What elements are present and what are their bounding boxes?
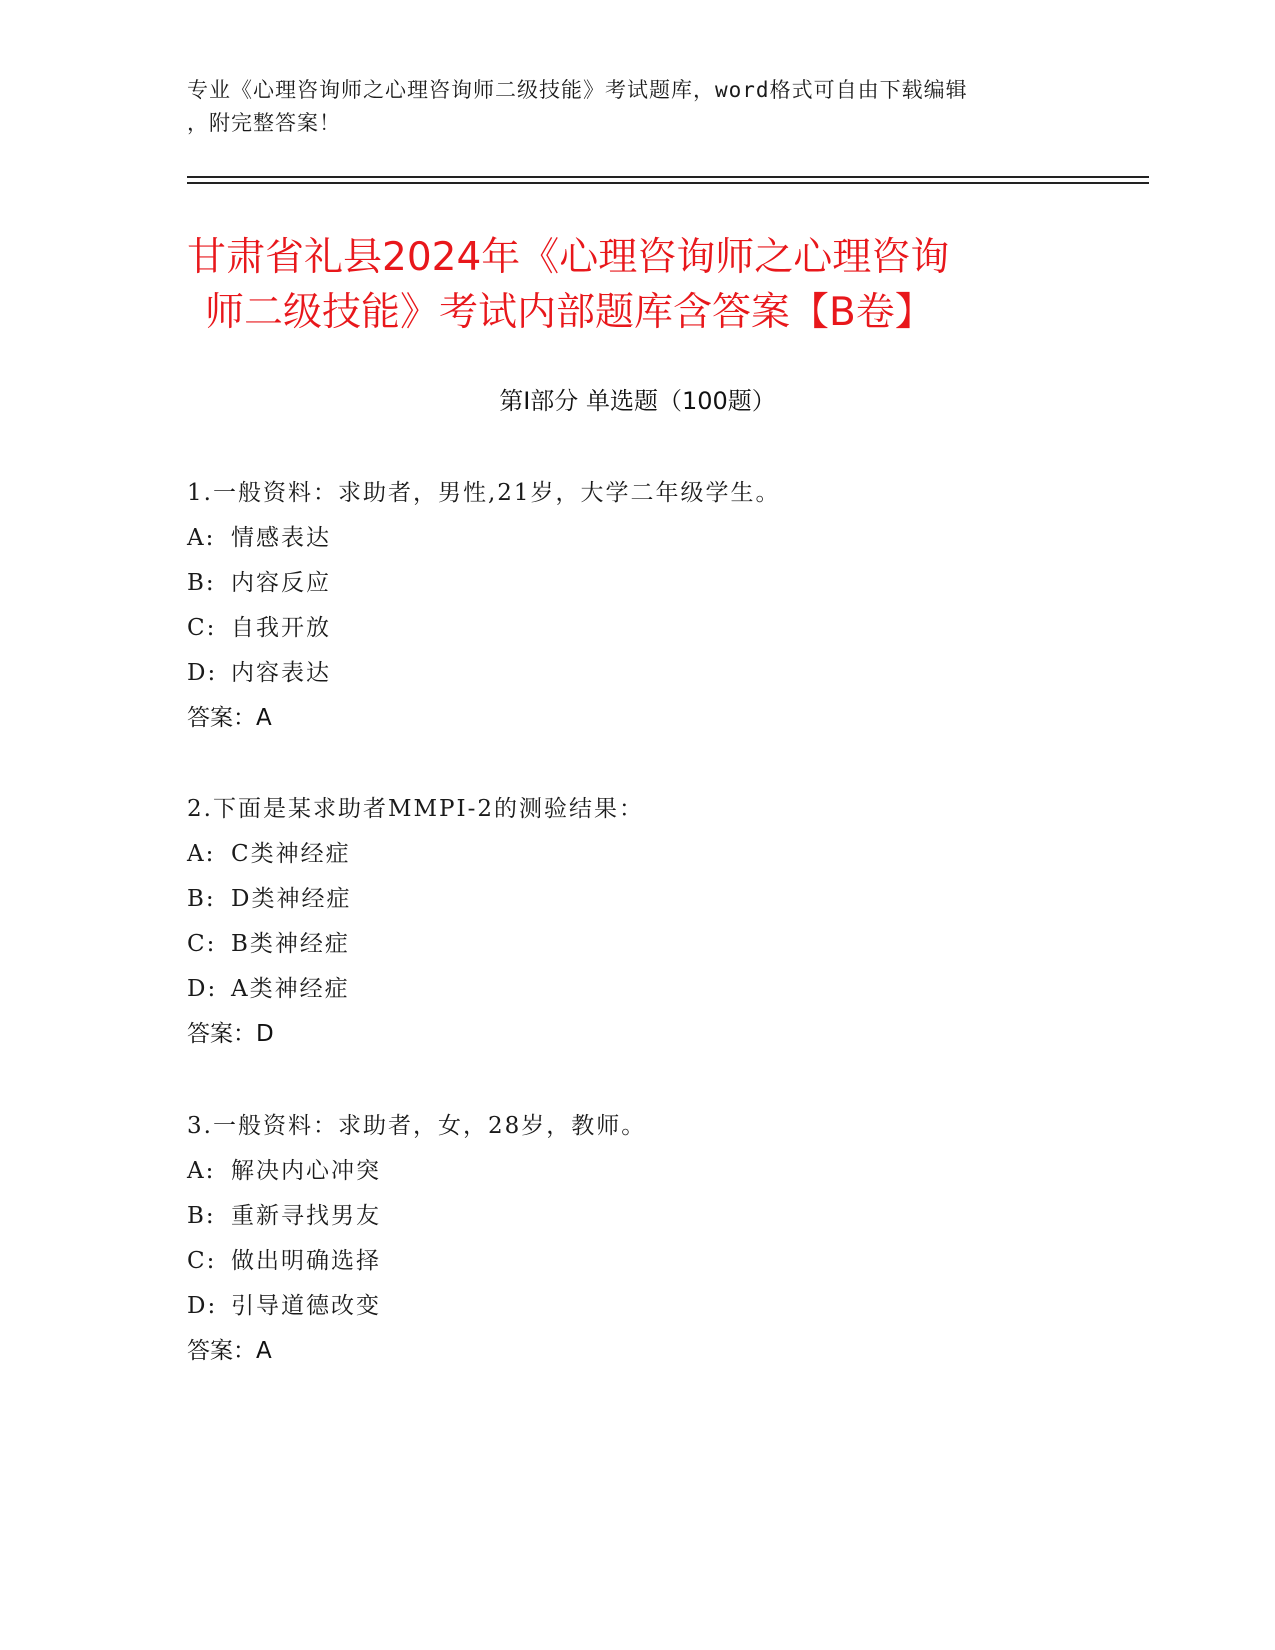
- question-2: [187, 787, 1087, 1057]
- option-letter: B:: [187, 1203, 216, 1229]
- option-letter: C:: [187, 1248, 217, 1274]
- option-letter: B:: [187, 886, 216, 912]
- option-a: [187, 516, 1087, 561]
- question-stem: 2.下面是某求助者MMPI-2的测验结果：: [187, 796, 645, 822]
- option-text: B类神经症: [231, 931, 350, 957]
- option-a: [187, 1149, 1087, 1194]
- header-note-line-2: ，附完整答案！: [187, 111, 341, 135]
- option-text: 自我开放: [231, 615, 331, 641]
- option-b: [187, 877, 1087, 922]
- section-heading: 第I部分 单选题（100题）: [499, 387, 776, 415]
- answer-line: 答案：A: [187, 1338, 272, 1364]
- option-text: 重新寻找男友: [231, 1203, 381, 1229]
- option-letter: D:: [187, 1293, 218, 1319]
- header-divider-top: [187, 176, 1149, 178]
- question-1: [187, 471, 1087, 741]
- option-letter: C:: [187, 615, 217, 641]
- option-text: 做出明确选择: [231, 1248, 381, 1274]
- option-letter: A:: [187, 1158, 216, 1184]
- option-d: [187, 1284, 1087, 1329]
- option-text: C类神经症: [231, 841, 351, 867]
- option-d: [187, 967, 1087, 1012]
- option-letter: A:: [187, 841, 216, 867]
- option-c: [187, 606, 1087, 651]
- option-letter: D:: [187, 976, 218, 1002]
- document-title-line-1: 甘肃省礼县2024年《心理咨询师之心理咨询: [187, 235, 950, 280]
- option-letter: D:: [187, 660, 218, 686]
- question-3: [187, 1104, 1087, 1374]
- option-text: 内容表达: [231, 660, 331, 686]
- question-stem: 1.一般资料：求助者，男性,21岁，大学二年级学生。: [187, 480, 781, 506]
- document-title: [187, 230, 1087, 340]
- option-text: 内容反应: [231, 570, 331, 596]
- option-a: [187, 832, 1087, 877]
- header-note-line-1: 专业《心理咨询师之心理咨询师二级技能》考试题库，word格式可自由下载编辑: [187, 78, 968, 102]
- option-text: D类神经症: [231, 886, 352, 912]
- option-text: 情感表达: [231, 525, 331, 551]
- header-divider-bottom: [187, 182, 1149, 184]
- option-d: [187, 651, 1087, 696]
- option-text: A类神经症: [231, 976, 350, 1002]
- header-note: [187, 74, 1087, 140]
- document-title-line-2: 师二级技能》考试内部题库含答案【B卷】: [205, 290, 934, 335]
- option-c: [187, 1239, 1087, 1284]
- option-letter: A:: [187, 525, 216, 551]
- option-c: [187, 922, 1087, 967]
- question-stem: 3.一般资料：求助者，女，28岁，教师。: [187, 1113, 647, 1139]
- option-b: [187, 561, 1087, 606]
- option-letter: C:: [187, 931, 217, 957]
- option-text: 解决内心冲突: [231, 1158, 381, 1184]
- option-text: 引导道德改变: [231, 1293, 381, 1319]
- answer-line: 答案：A: [187, 705, 272, 731]
- answer-line: 答案：D: [187, 1021, 274, 1047]
- option-b: [187, 1194, 1087, 1239]
- option-letter: B:: [187, 570, 216, 596]
